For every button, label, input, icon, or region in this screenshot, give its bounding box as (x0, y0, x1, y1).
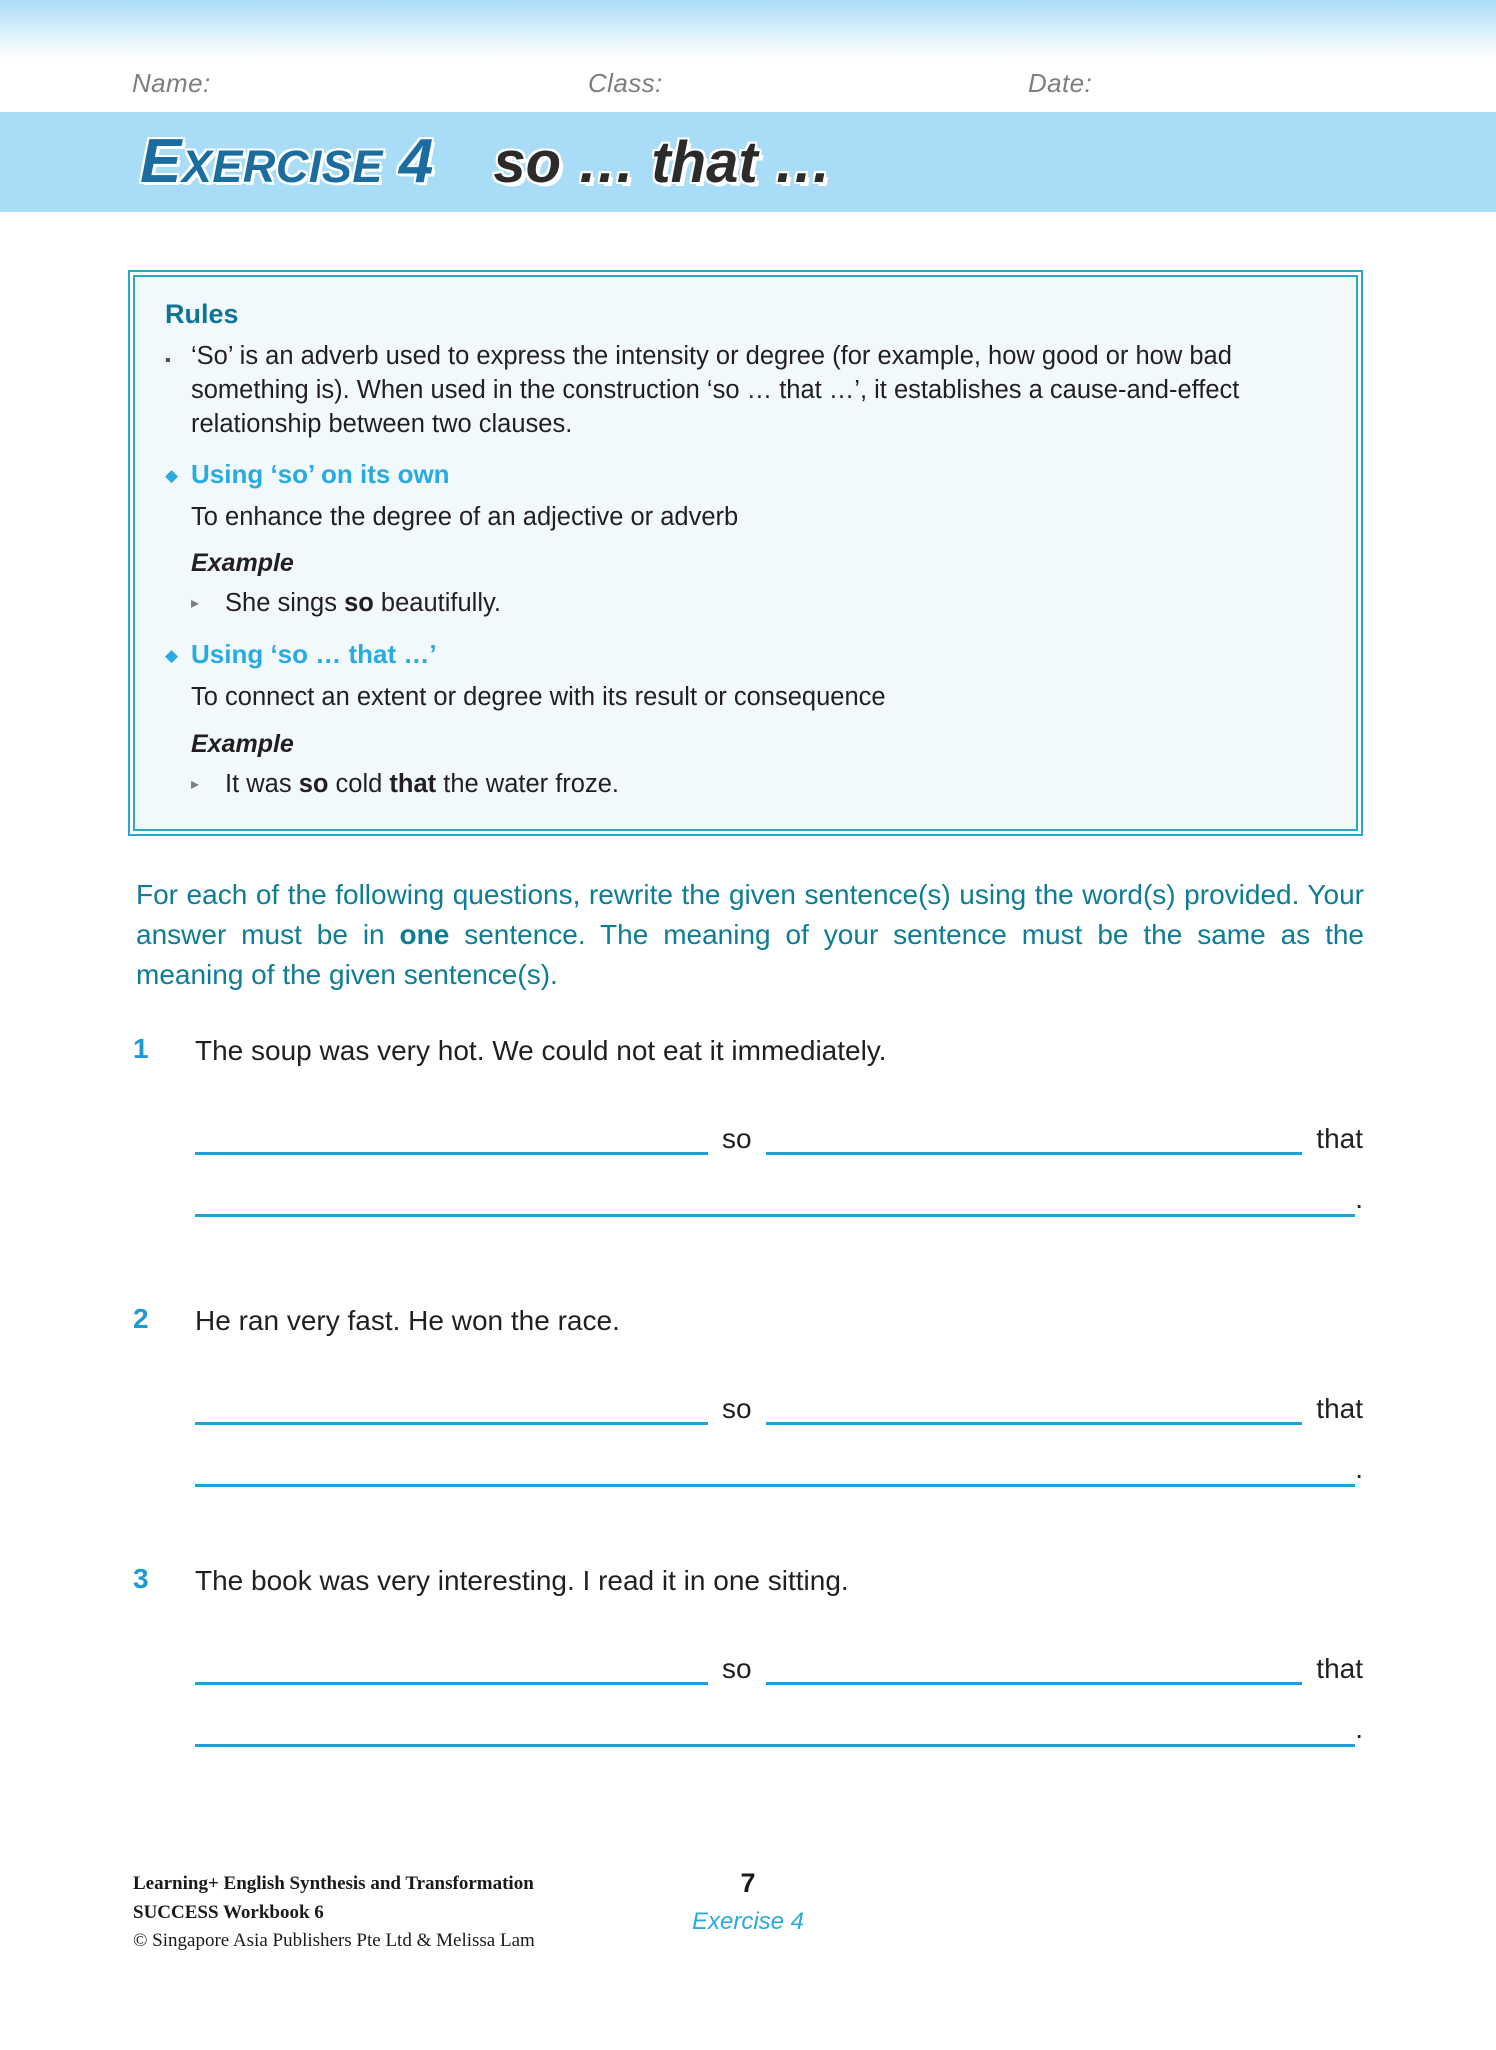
question-1-joiner-so: so (721, 1123, 752, 1155)
question-3 (133, 1563, 1363, 1747)
rules-section-2-example-item (191, 767, 1326, 803)
question-3-header (133, 1563, 1363, 1599)
class-label: Class: (588, 68, 663, 98)
rules-section-1-example-item (191, 586, 1326, 622)
question-1-answer-area (195, 1097, 1363, 1217)
question-2-blank-1[interactable] (195, 1378, 708, 1425)
question-1-blank-3[interactable] (195, 1170, 1355, 1217)
rules-section-2-header (165, 638, 1326, 674)
question-1-text: The soup was very hot. We could not eat it immediately. (195, 1035, 887, 1066)
example-1-pre: She sings (225, 589, 345, 618)
rules-section-2-description: To connect an extent or degree with its result or consequence (191, 683, 886, 712)
rules-box (133, 275, 1358, 831)
question-1-blank-2[interactable] (766, 1108, 1303, 1155)
banner-title-group (140, 126, 832, 197)
instruction-part-2: sentence. The meaning of your sentence must be the same as the meaning of the given sentence(s). (136, 918, 1364, 990)
rules-main-bullet-text: ‘So’ is an adverb used to express the intensity or degree (for example, how good or how bad something is). When used in the construction ‘so … that …’, it establishes a cause-and-effect relationship between two clauses. (191, 342, 1240, 438)
footer-line-1: Learning+ English Synthesis and Transformation (133, 1873, 534, 1894)
question-2-header (133, 1303, 1363, 1339)
rules-section-1 (165, 458, 1326, 623)
example-2-bold-that: that (389, 770, 437, 799)
question-1-period: . (1355, 1183, 1363, 1215)
top-gradient-strip (0, 0, 1496, 60)
question-1-answer-row-2 (195, 1155, 1363, 1217)
rules-section-2 (165, 638, 1326, 803)
rules-section-1-title: Using ‘so’ on its own (191, 458, 450, 489)
exercise-word-rest: XERCISE (181, 141, 383, 192)
page-number: 7 (740, 1868, 756, 1898)
example-2-post: the water froze. (436, 770, 619, 799)
question-3-period: . (1355, 1713, 1363, 1745)
question-1 (133, 1033, 1363, 1217)
footer-line-2: SUCCESS Workbook 6 (133, 1901, 324, 1923)
example-2-pre: It was (225, 770, 299, 799)
footer-exercise-label: Exercise 4 (691, 1908, 805, 1935)
question-3-answer-row-2 (195, 1685, 1363, 1747)
date-label: Date: (1028, 68, 1093, 98)
question-3-text: The book was very interesting. I read it in one sitting. (195, 1565, 849, 1596)
rules-section-2-title: Using ‘so … that …’ (191, 639, 437, 670)
exercise-number: 4 (398, 127, 434, 196)
question-2 (133, 1303, 1363, 1487)
example-2-bold-so: so (298, 770, 329, 799)
rules-section-1-example-label: Example (191, 549, 294, 578)
question-1-number: 1 (133, 1033, 149, 1064)
triangle-bullet-icon: ▸ (191, 776, 200, 794)
question-2-number: 2 (133, 1303, 149, 1334)
question-1-header (133, 1033, 1363, 1069)
name-label: Name: (132, 68, 211, 98)
question-2-answer-row-1 (195, 1367, 1363, 1425)
question-2-period: . (1355, 1453, 1363, 1485)
diamond-bullet-icon: ◆ (165, 646, 179, 666)
question-2-text: He ran very fast. He won the race. (195, 1305, 620, 1336)
exercise-banner (0, 112, 1496, 212)
question-3-number: 3 (133, 1563, 149, 1594)
question-1-answer-row-1 (195, 1097, 1363, 1155)
question-3-answer-area (195, 1627, 1363, 1747)
student-info-row (0, 60, 1496, 112)
question-1-tail-that: that (1316, 1123, 1363, 1155)
rules-section-1-example-sentence (225, 586, 501, 622)
rules-section-2-example-sentence (225, 767, 619, 803)
question-3-blank-3[interactable] (195, 1700, 1355, 1747)
exercise-word-capital: E (140, 127, 182, 196)
rules-main-bullet-item (165, 340, 1326, 442)
question-2-answer-area (195, 1367, 1363, 1487)
rules-section-1-header (165, 458, 1326, 494)
rules-section-1-description: To enhance the degree of an adjective or adverb (191, 502, 739, 531)
instruction-part-1: For each of the following questions, rewrite the given sentence(s) using the word(s) provided. Your answer must be in (136, 879, 1364, 950)
question-2-answer-row-2 (195, 1425, 1363, 1487)
exercise-topic: so … that … (493, 130, 832, 195)
question-2-tail-that: that (1316, 1393, 1363, 1425)
footer-copyright: © Singapore Asia Publishers Pte Ltd & Melissa Lam (133, 1930, 535, 1951)
question-2-joiner-so: so (721, 1393, 752, 1425)
question-3-answer-row-1 (195, 1627, 1363, 1685)
example-1-mid: beautifully. (373, 589, 501, 618)
instruction-emphasis: one (399, 918, 450, 950)
question-2-blank-2[interactable] (766, 1378, 1303, 1425)
instruction-paragraph (136, 875, 1364, 994)
question-3-blank-1[interactable] (195, 1638, 708, 1685)
example-1-bold-so: so (344, 589, 374, 618)
question-3-tail-that: that (1316, 1653, 1363, 1685)
example-2-mid: cold (328, 770, 390, 799)
question-1-blank-1[interactable] (195, 1108, 708, 1155)
square-bullet-icon: ▪ (165, 352, 171, 369)
rules-title: Rules (165, 299, 239, 329)
rules-section-2-example-label: Example (191, 730, 294, 759)
triangle-bullet-icon: ▸ (191, 595, 200, 613)
question-3-blank-2[interactable] (766, 1638, 1303, 1685)
question-2-blank-3[interactable] (195, 1440, 1355, 1487)
question-3-joiner-so: so (721, 1653, 752, 1685)
exercise-word (140, 126, 383, 197)
diamond-bullet-icon: ◆ (165, 465, 179, 485)
